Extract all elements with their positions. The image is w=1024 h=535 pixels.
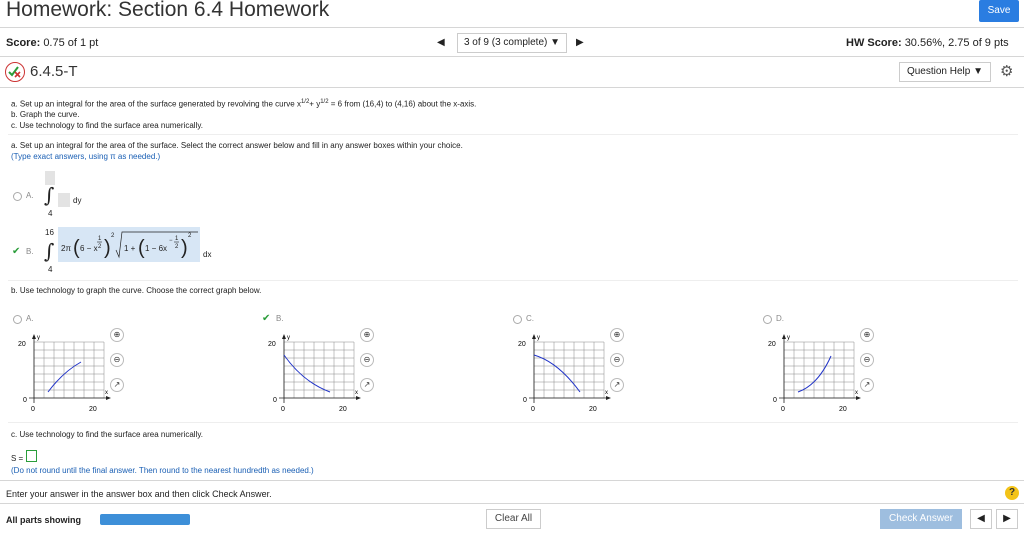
surface-area-input[interactable] bbox=[26, 450, 37, 462]
progress-bar bbox=[100, 514, 190, 525]
score-label: Score: bbox=[6, 37, 41, 49]
clear-all-button[interactable]: Clear All bbox=[486, 509, 541, 529]
option-a-radio[interactable] bbox=[13, 192, 22, 201]
divider bbox=[8, 280, 1018, 281]
x-tick-label: 20 bbox=[339, 406, 347, 413]
part-a-hint: (Type exact answers, using π as needed.) bbox=[11, 152, 161, 161]
integral-sign: ∫ bbox=[44, 239, 55, 263]
help-icon[interactable]: ? bbox=[1005, 486, 1019, 500]
graph-option-radio[interactable] bbox=[513, 315, 522, 324]
x-origin-tick-label: 0 bbox=[281, 406, 285, 413]
x-axis-label: x bbox=[605, 390, 608, 396]
check-answer-button[interactable]: Check Answer bbox=[880, 509, 962, 529]
question-selector[interactable]: 3 of 9 (3 complete) ▼ bbox=[457, 33, 567, 53]
prompt-text: + y bbox=[309, 99, 321, 109]
zoom-in-icon[interactable]: ⊕ bbox=[360, 328, 374, 342]
x-tick-label: 20 bbox=[89, 406, 97, 413]
prev-question-button[interactable]: ◀ bbox=[437, 37, 445, 48]
y-tick-label: 20 bbox=[268, 341, 276, 348]
integral-sign: ∫ bbox=[44, 183, 55, 207]
graph-plot[interactable] bbox=[517, 330, 627, 415]
graph-option-radio[interactable] bbox=[763, 315, 772, 324]
part-a-instruction: a. Set up an integral for the area of the surface. Select the correct answer below and fill in any answer boxes within your choice. bbox=[11, 141, 463, 150]
x-axis-label: x bbox=[355, 390, 358, 396]
hw-score-value: 30.56%, 2.75 of 9 pts bbox=[904, 37, 1009, 49]
prompt-text: a. Set up an integral for the area of the surface generated by revolving the curve x bbox=[11, 99, 301, 109]
curve bbox=[534, 355, 580, 392]
x-axis-label: x bbox=[855, 390, 858, 396]
question-number: 6.4.5-T bbox=[30, 63, 78, 80]
origin-label: 0 bbox=[523, 397, 527, 404]
y-axis-label: y bbox=[537, 335, 540, 341]
exponent: 1/2 bbox=[320, 99, 329, 105]
integrand-expression bbox=[58, 227, 200, 262]
popout-icon[interactable]: ↗ bbox=[110, 378, 124, 392]
zoom-out-icon[interactable]: ⊖ bbox=[360, 353, 374, 367]
check-icon: ✔ bbox=[12, 246, 21, 257]
svg-text:2: 2 bbox=[175, 244, 179, 250]
prompt-text: = 6 from (16,4) to (4,16) about the x-axis. bbox=[328, 99, 477, 109]
problem-statement bbox=[11, 99, 476, 109]
option-b-letter: B. bbox=[26, 247, 34, 256]
parts-showing-label: All parts showing bbox=[6, 515, 82, 525]
divider bbox=[0, 480, 1024, 481]
next-part-button[interactable]: ▶ bbox=[996, 509, 1018, 529]
y-tick-label: 20 bbox=[518, 341, 526, 348]
svg-text:2π: 2π bbox=[61, 244, 71, 253]
zoom-in-icon[interactable]: ⊕ bbox=[110, 328, 124, 342]
integrand-box[interactable] bbox=[58, 193, 70, 207]
svg-text:1 +: 1 + bbox=[124, 244, 136, 253]
svg-text:(: ( bbox=[138, 237, 145, 259]
x-origin-tick-label: 0 bbox=[31, 406, 35, 413]
question-help-dropdown[interactable]: Question Help ▼ bbox=[899, 62, 991, 82]
integrand-answer[interactable] bbox=[58, 227, 200, 262]
zoom-out-icon[interactable]: ⊖ bbox=[110, 353, 124, 367]
option-a-lower-limit: 4 bbox=[48, 209, 53, 218]
option-b-lower-limit: 4 bbox=[48, 265, 53, 274]
curve bbox=[48, 362, 81, 392]
graph-option-letter: A. bbox=[26, 314, 34, 323]
zoom-in-icon[interactable]: ⊕ bbox=[610, 328, 624, 342]
graph-plot[interactable] bbox=[267, 330, 377, 415]
x-tick-label: 20 bbox=[839, 406, 847, 413]
divider bbox=[8, 422, 1018, 423]
svg-text:2: 2 bbox=[98, 244, 102, 250]
x-origin-tick-label: 0 bbox=[531, 406, 535, 413]
svg-text:−: − bbox=[169, 238, 173, 244]
part-b-instruction: b. Use technology to graph the curve. Choose the correct graph below. bbox=[11, 286, 262, 295]
part-c-prompt: c. Use technology to find the surface area numerically. bbox=[11, 121, 203, 130]
hw-score bbox=[846, 37, 1009, 49]
zoom-in-icon[interactable]: ⊕ bbox=[860, 328, 874, 342]
graph-option-radio[interactable] bbox=[13, 315, 22, 324]
divider bbox=[0, 56, 1024, 57]
graph-option-letter: B. bbox=[276, 314, 284, 323]
popout-icon[interactable]: ↗ bbox=[610, 378, 624, 392]
part-c-instruction: c. Use technology to find the surface area numerically. bbox=[11, 430, 203, 439]
option-a-dvar: dy bbox=[73, 196, 82, 205]
y-axis-label: y bbox=[37, 335, 40, 341]
option-b-dx: dx bbox=[203, 250, 212, 259]
divider bbox=[8, 134, 1018, 135]
page-title: Homework: Section 6.4 Homework bbox=[6, 0, 330, 21]
popout-icon[interactable]: ↗ bbox=[360, 378, 374, 392]
svg-text:1: 1 bbox=[98, 236, 102, 242]
answer-instruction: Enter your answer in the answer box and then click Check Answer. bbox=[6, 489, 272, 499]
x-origin-tick-label: 0 bbox=[781, 406, 785, 413]
svg-text:6 − x: 6 − x bbox=[80, 244, 98, 253]
svg-text:2: 2 bbox=[188, 233, 192, 239]
svg-text:1 − 6x: 1 − 6x bbox=[145, 244, 168, 253]
origin-label: 0 bbox=[23, 397, 27, 404]
prev-part-button[interactable]: ◀ bbox=[970, 509, 992, 529]
exponent: 1/2 bbox=[300, 99, 310, 105]
part-c-hint: (Do not round until the final answer. Then round to the nearest hundredth as needed.) bbox=[11, 466, 314, 475]
gear-icon[interactable]: ⚙ bbox=[1000, 63, 1014, 80]
option-a-letter: A. bbox=[26, 191, 34, 200]
hw-score-label: HW Score: bbox=[846, 37, 902, 49]
svg-text:2: 2 bbox=[111, 233, 115, 239]
divider bbox=[0, 27, 1024, 28]
check-icon: ✔ bbox=[262, 313, 271, 324]
partial-credit-icon bbox=[5, 62, 25, 82]
zoom-out-icon[interactable]: ⊖ bbox=[860, 353, 874, 367]
option-b-upper-limit: 16 bbox=[45, 228, 54, 237]
popout-icon[interactable]: ↗ bbox=[860, 378, 874, 392]
y-tick-label: 20 bbox=[18, 341, 26, 348]
score-value: 0.75 of 1 pt bbox=[43, 37, 99, 49]
divider bbox=[0, 87, 1024, 88]
next-question-button[interactable]: ▶ bbox=[576, 37, 584, 48]
svg-text:1: 1 bbox=[175, 236, 179, 242]
svg-text:): ) bbox=[104, 237, 111, 259]
graph-option-letter: C. bbox=[526, 314, 534, 323]
y-axis-label: y bbox=[287, 335, 290, 341]
svg-text:): ) bbox=[181, 237, 188, 259]
graph-plot[interactable] bbox=[17, 330, 127, 415]
graph-plot[interactable] bbox=[767, 330, 877, 415]
origin-label: 0 bbox=[273, 397, 277, 404]
y-axis-label: y bbox=[787, 335, 790, 341]
divider bbox=[0, 503, 1024, 504]
origin-label: 0 bbox=[773, 397, 777, 404]
x-tick-label: 20 bbox=[589, 406, 597, 413]
s-label: S = bbox=[11, 454, 24, 463]
part-b-prompt: b. Graph the curve. bbox=[11, 110, 80, 119]
y-tick-label: 20 bbox=[768, 341, 776, 348]
score bbox=[6, 37, 98, 49]
svg-text:(: ( bbox=[73, 237, 80, 259]
x-axis-label: x bbox=[105, 390, 108, 396]
graph-option-letter: D. bbox=[776, 314, 784, 323]
curve bbox=[284, 355, 330, 392]
zoom-out-icon[interactable]: ⊖ bbox=[610, 353, 624, 367]
save-button[interactable]: Save bbox=[979, 0, 1019, 22]
